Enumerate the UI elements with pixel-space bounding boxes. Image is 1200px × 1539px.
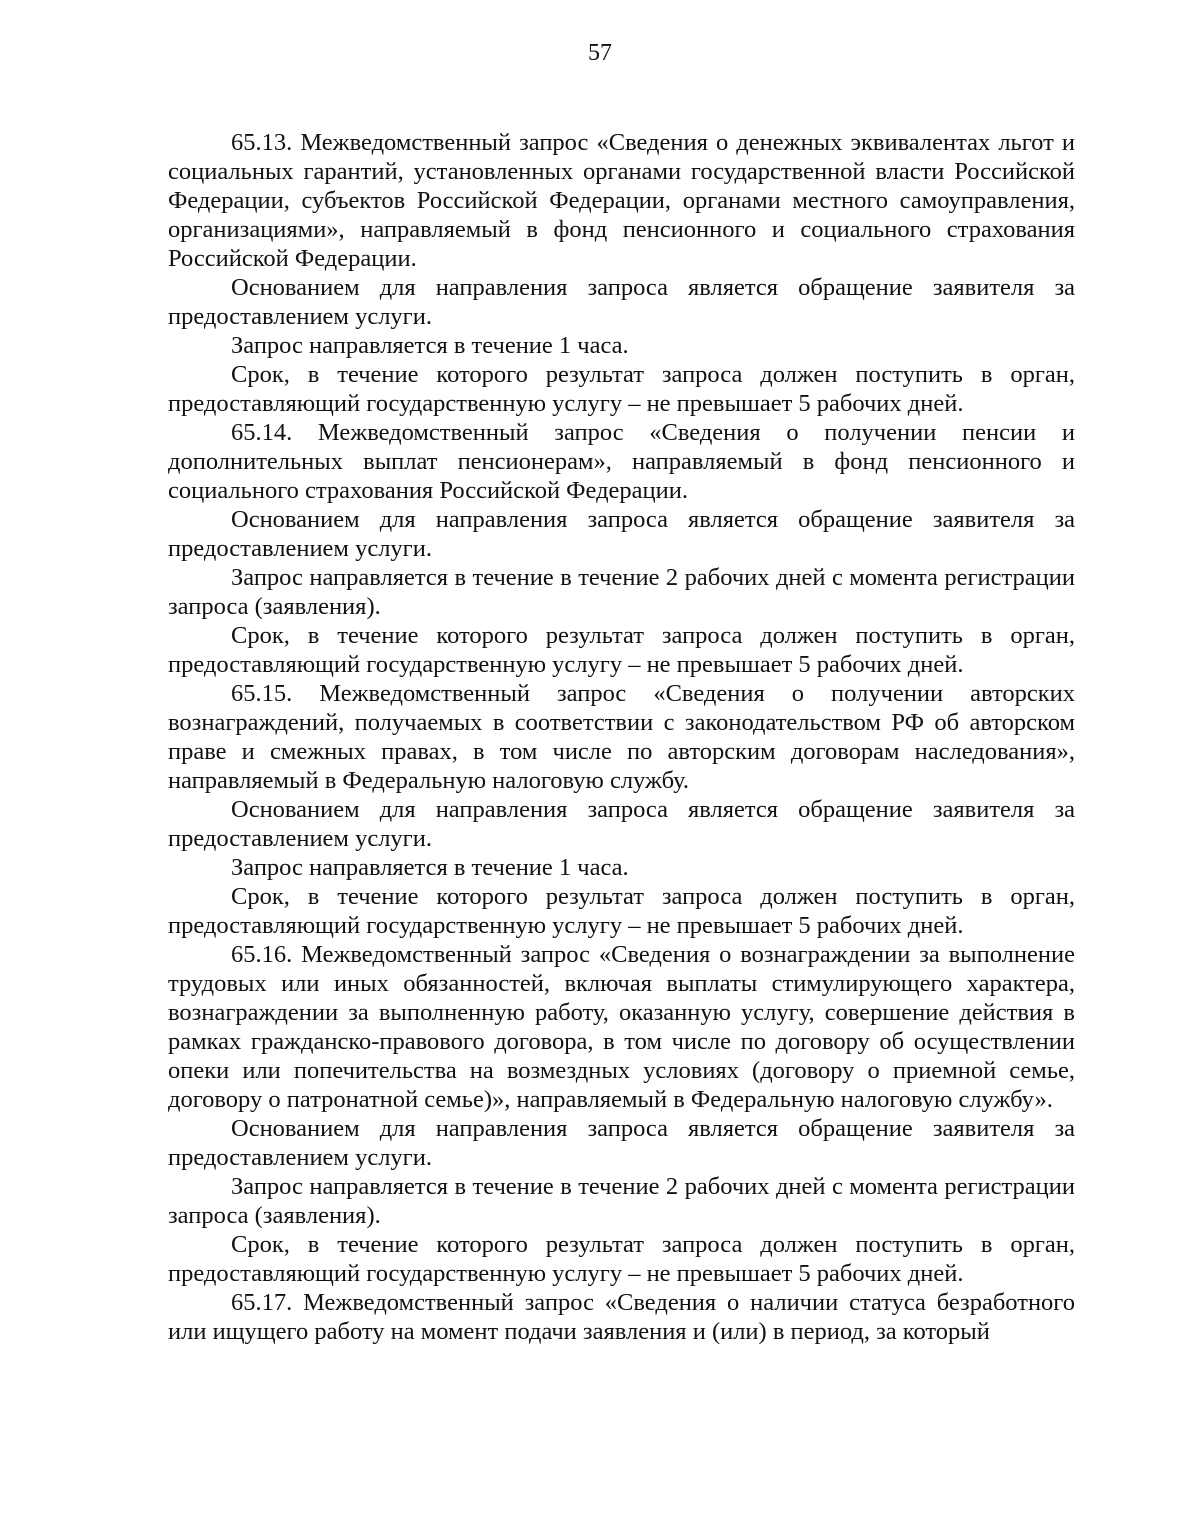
paragraph: Запрос направляется в течение в течение 2 рабочих дней с момента регистрации запроса (заявления).: [168, 1173, 1075, 1229]
paragraph: Основанием для направления запроса является обращение заявителя за предоставлением услуги.: [168, 506, 1075, 562]
paragraph: 65.14. Межведомственный запрос «Сведения о получении пенсии и дополнительных выплат пенсионерам», направляемый в фонд пенсионного и социального страхования Российской Федерации.: [168, 419, 1075, 504]
paragraph: 65.16. Межведомственный запрос «Сведения о вознаграждении за выполнение трудовых или иных обязанностей, включая выплаты стимулирующего характера, вознаграждении за выполненную работу, оказанную услугу, совершение действия в рамках гражданско-правового договора, в том числе по договору об осуществлении опеки или попечительства на возмездных условиях (договору о приемной семье, договору о патронатной семье)», направляемый в Федеральную налоговую службу».: [168, 941, 1075, 1113]
paragraph: 65.13. Межведомственный запрос «Сведения о денежных эквивалентах льгот и социальных гарантий, установленных органами государственной власти Российской Федерации, субъектов Российской Федерации, органами местного самоуправления, организациями», направляемый в фонд пенсионного и социального страхования Российской Федерации.: [168, 129, 1075, 272]
paragraph: Основанием для направления запроса является обращение заявителя за предоставлением услуги.: [168, 274, 1075, 330]
paragraph: Запрос направляется в течение 1 часа.: [231, 332, 629, 359]
paragraph: Запрос направляется в течение в течение 2 рабочих дней с момента регистрации запроса (заявления).: [168, 564, 1075, 620]
paragraph: Срок, в течение которого результат запроса должен поступить в орган, предоставляющий государственную услугу – не превышает 5 рабочих дней.: [168, 361, 1075, 417]
paragraph: 65.15. Межведомственный запрос «Сведения о получении авторских вознаграждений, получаемых в соответствии с законодательством РФ об авторском праве и смежных правах, в том числе по авторским договорам наследования», направляемый в Федеральную налоговую службу.: [168, 680, 1075, 794]
paragraph: Запрос направляется в течение 1 часа.: [231, 854, 629, 881]
paragraph: Основанием для направления запроса является обращение заявителя за предоставлением услуги.: [168, 1115, 1075, 1171]
document-body: [168, 128, 1075, 1346]
paragraph: Срок, в течение которого результат запроса должен поступить в орган, предоставляющий государственную услугу – не превышает 5 рабочих дней.: [168, 622, 1075, 678]
page-number: 57: [588, 40, 612, 66]
paragraph: 65.17. Межведомственный запрос «Сведения о наличии статуса безработного или ищущего работу на момент подачи заявления и (или) в период, за который: [168, 1289, 1075, 1345]
paragraph: Основанием для направления запроса является обращение заявителя за предоставлением услуги.: [168, 796, 1075, 852]
paragraph: Срок, в течение которого результат запроса должен поступить в орган, предоставляющий государственную услугу – не превышает 5 рабочих дней.: [168, 1231, 1075, 1287]
paragraph: Срок, в течение которого результат запроса должен поступить в орган, предоставляющий государственную услугу – не превышает 5 рабочих дней.: [168, 883, 1075, 939]
